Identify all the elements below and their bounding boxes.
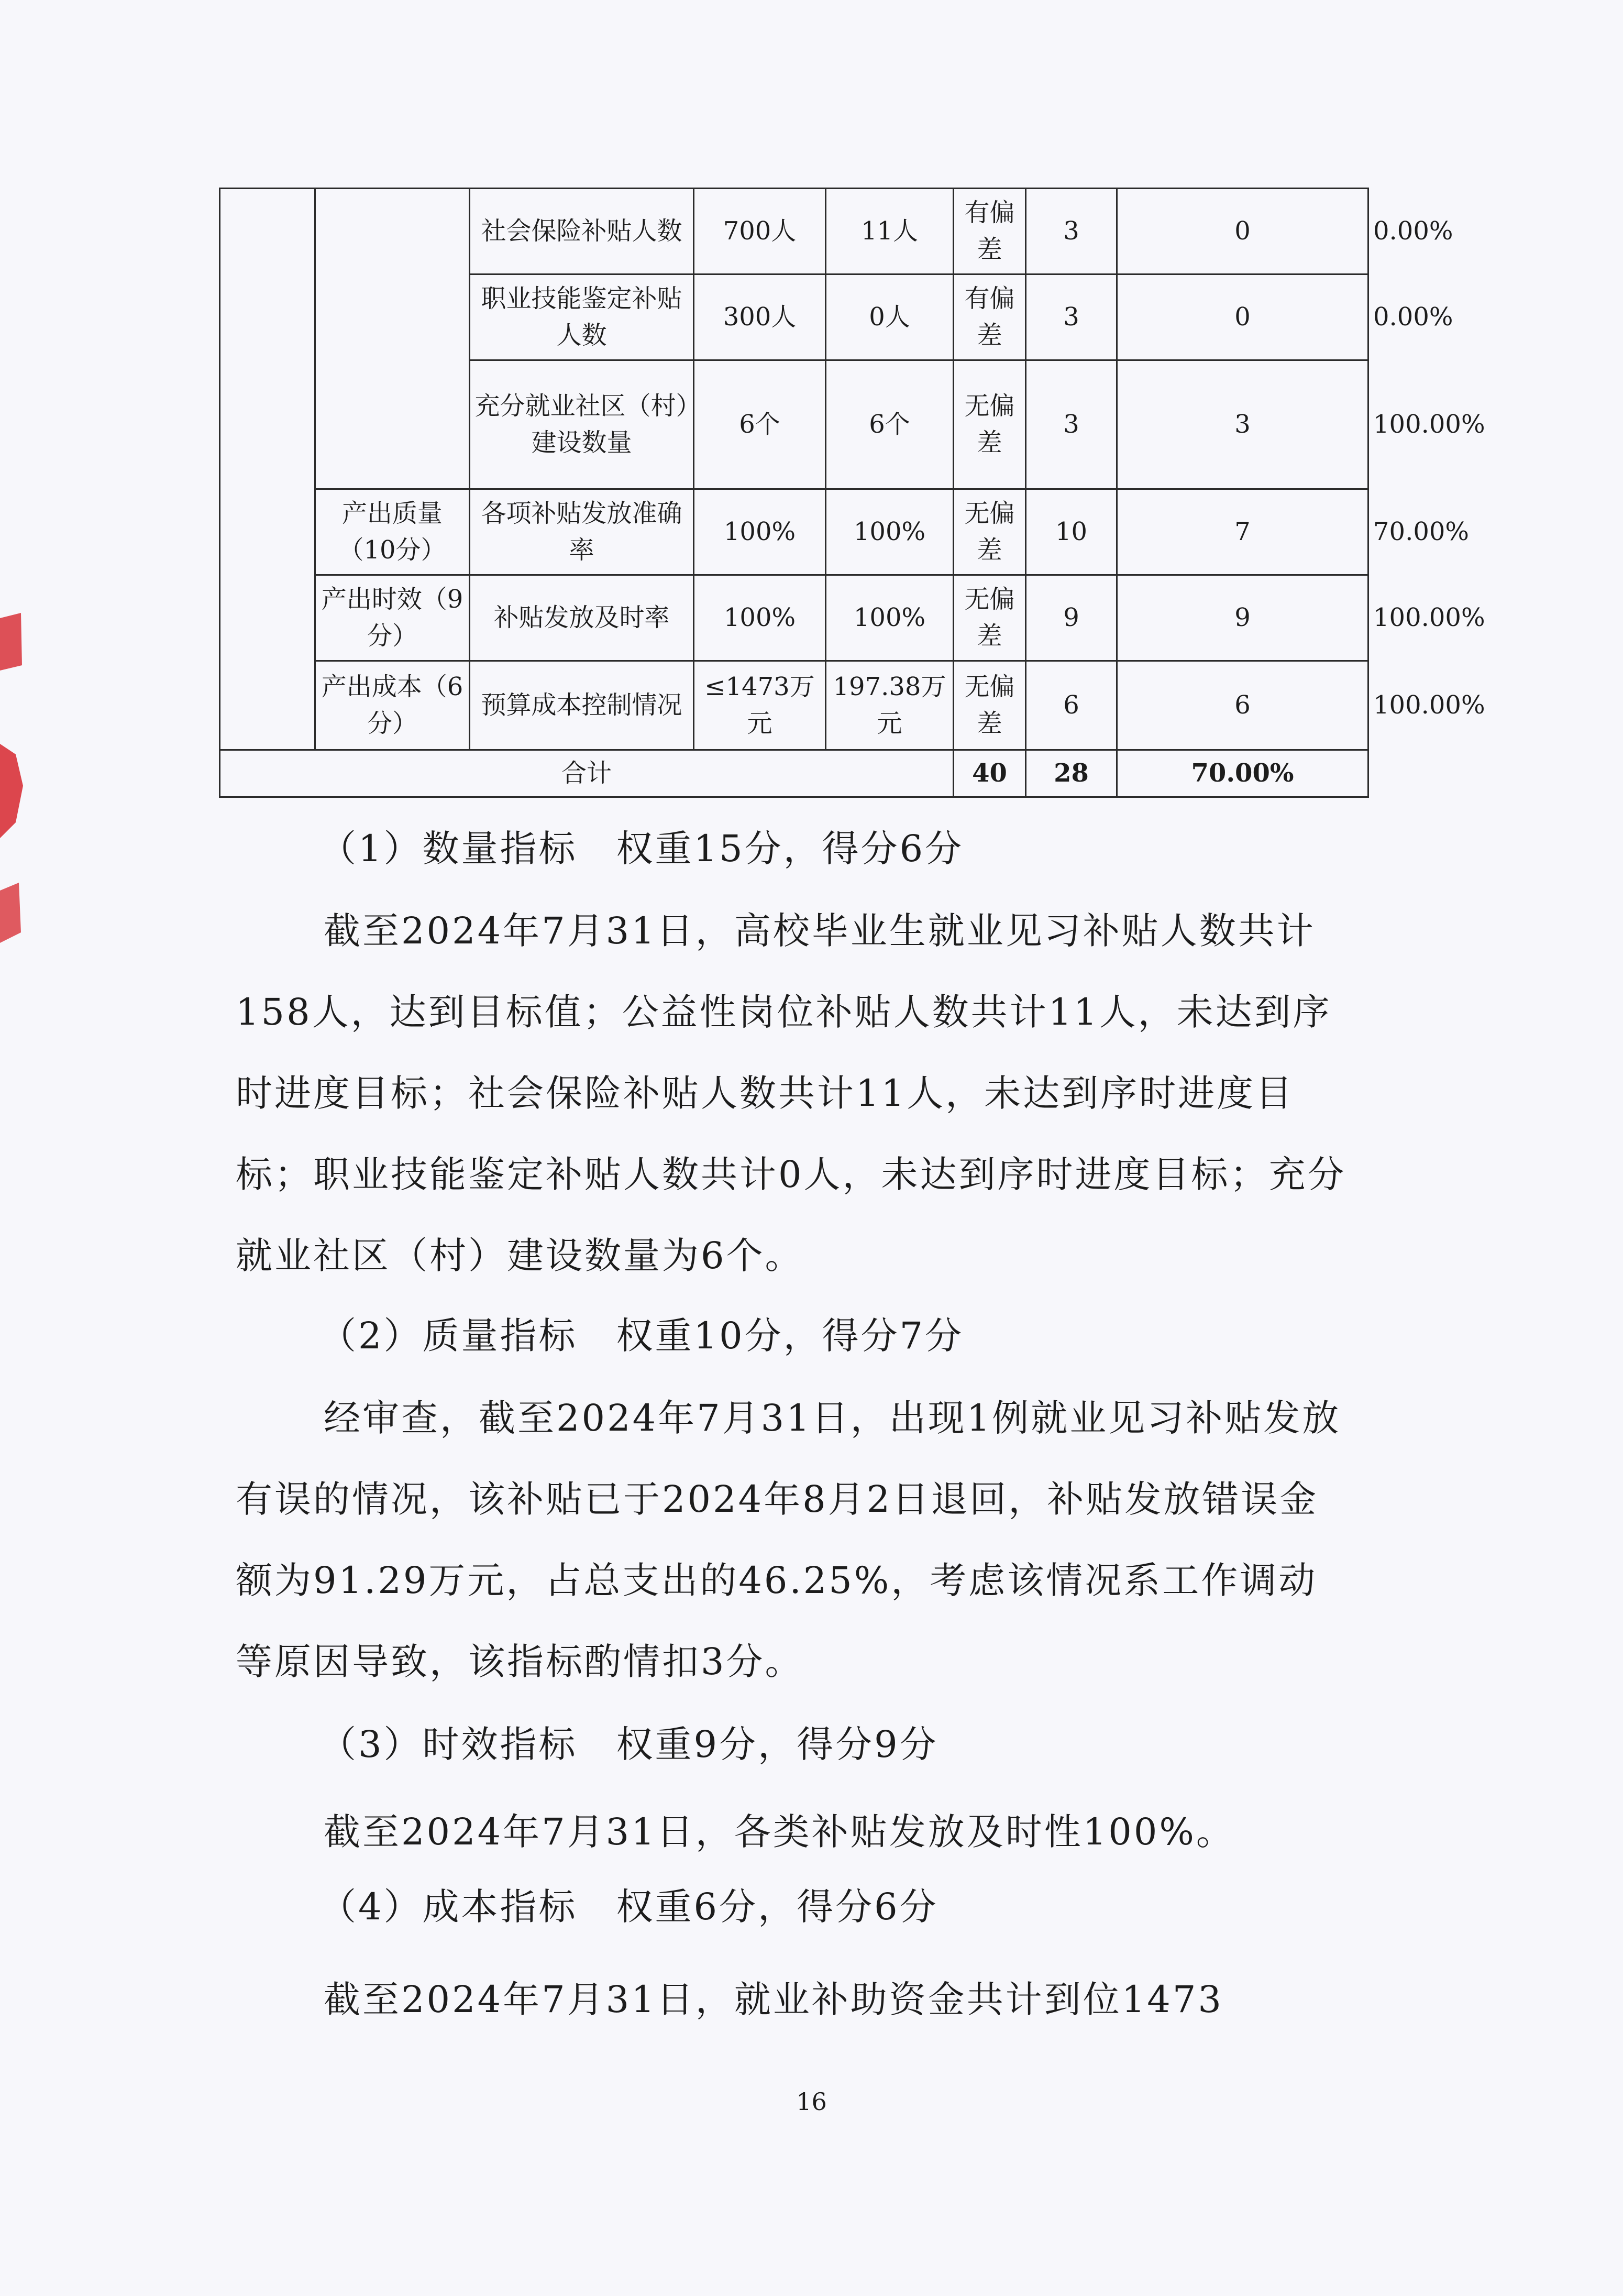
- indicator-cell: 各项补贴发放准确率: [470, 489, 694, 575]
- target-cell: 100%: [694, 489, 826, 575]
- actual-cell: 197.38万元: [826, 661, 954, 750]
- section-body: 经审查，截至2024年7月31日，出现1例就业见习补贴发放有误的情况，该补贴已于2024年8月2日退回，补贴发放错误金额为91.29万元，占总支出的46.25%，考虑该情况系工作调动等原因导致，该指标酌情扣3分。: [236, 1397, 1341, 1683]
- actual-cell: 11人: [826, 189, 954, 274]
- score-cell: 9: [1117, 575, 1368, 661]
- section-heading: （2）质量指标 权重10分，得分7分: [319, 1314, 964, 1357]
- score-cell: 3: [1117, 360, 1368, 489]
- actual-cell: 6个: [826, 360, 954, 489]
- indicator-cell: 职业技能鉴定补贴人数: [470, 274, 694, 360]
- target-cell: 700人: [694, 189, 826, 274]
- deviation-cell: 无偏差: [954, 489, 1026, 575]
- weight-cell: 10: [1026, 489, 1117, 575]
- score-cell: 0: [1117, 274, 1368, 360]
- section-heading: （1）数量指标 权重15分，得分6分: [319, 827, 964, 870]
- performance-table: [219, 188, 1485, 798]
- section-body: 截至2024年7月31日，就业补助资金共计到位1473: [324, 1978, 1223, 2021]
- deviation-cell: 无偏差: [954, 360, 1026, 489]
- category-cell: 产出时效（9分）: [315, 575, 470, 661]
- table-row: 充分就业社区（村）建设数量 6个 6个 无偏差 3 3 100.00%: [220, 360, 1368, 489]
- target-cell: 6个: [694, 360, 826, 489]
- target-cell: ≤1473万元: [694, 661, 826, 750]
- indicator-cell: 补贴发放及时率: [470, 575, 694, 661]
- indicator-cell: 充分就业社区（村）建设数量: [470, 360, 694, 489]
- total-label-cell: 合计: [220, 750, 954, 797]
- category-cell: [315, 189, 470, 489]
- section-body: 截至2024年7月31日，各类补贴发放及时性100%。: [324, 1810, 1235, 1853]
- total-score-cell: 28: [1026, 750, 1117, 797]
- actual-cell: 100%: [826, 489, 954, 575]
- table-row: 产出时效（9分） 补贴发放及时率 100% 100% 无偏差 9 9 100.00%: [220, 575, 1368, 661]
- table-row: 社会保险补贴人数 700人 11人 有偏差 3 0 0.00%: [220, 189, 1368, 274]
- table-row: 职业技能鉴定补贴人数 300人 0人 有偏差 3 0 0.00%: [220, 274, 1368, 360]
- indicator-cell: 社会保险补贴人数: [470, 189, 694, 274]
- section-body: 截至2024年7月31日，高校毕业生就业见习补贴人数共计158人，达到目标值；公益性岗位补贴人数共计11人，未达到序时进度目标；社会保险补贴人数共计11人，未达到序时进度目标；职业技能鉴定补贴人数共计0人，未达到序时进度目标；充分就业社区（村）建设数量为6个。: [236, 909, 1346, 1277]
- deviation-cell: 有偏差: [954, 189, 1026, 274]
- actual-cell: 0人: [826, 274, 954, 360]
- category-cell: 产出成本（6分）: [315, 661, 470, 750]
- table-total-row: [220, 750, 1368, 797]
- score-cell: 7: [1117, 489, 1368, 575]
- weight-cell: 6: [1026, 661, 1117, 750]
- deviation-cell: 无偏差: [954, 575, 1026, 661]
- page-number: 16: [796, 2088, 827, 2116]
- deviation-cell: 无偏差: [954, 661, 1026, 750]
- category-cell: 产出质量（10分）: [315, 489, 470, 575]
- table-row: 产出质量（10分） 各项补贴发放准确率 100% 100% 无偏差 10 7 70.00%: [220, 489, 1368, 575]
- score-cell: 0: [1117, 189, 1368, 274]
- weight-cell: 9: [1026, 575, 1117, 661]
- weight-cell: 3: [1026, 274, 1117, 360]
- actual-cell: 100%: [826, 575, 954, 661]
- indicator-cell: 预算成本控制情况: [470, 661, 694, 750]
- table-row: 产出成本（6分） 预算成本控制情况 ≤1473万元 197.38万元 无偏差 6 6 100.00%: [220, 661, 1368, 750]
- target-cell: 100%: [694, 575, 826, 661]
- outer-category-cell: [220, 189, 315, 750]
- section-heading: （3）时效指标 权重9分，得分9分: [319, 1723, 939, 1766]
- target-cell: 300人: [694, 274, 826, 360]
- total-weight-cell: 40: [954, 750, 1026, 797]
- total-rate-cell: 70.00%: [1117, 750, 1368, 797]
- red-seal-stamp: [0, 597, 31, 974]
- weight-cell: 3: [1026, 360, 1117, 489]
- weight-cell: 3: [1026, 189, 1117, 274]
- deviation-cell: 有偏差: [954, 274, 1026, 360]
- score-cell: 6: [1117, 661, 1368, 750]
- section-heading: （4）成本指标 权重6分，得分6分: [319, 1885, 939, 1928]
